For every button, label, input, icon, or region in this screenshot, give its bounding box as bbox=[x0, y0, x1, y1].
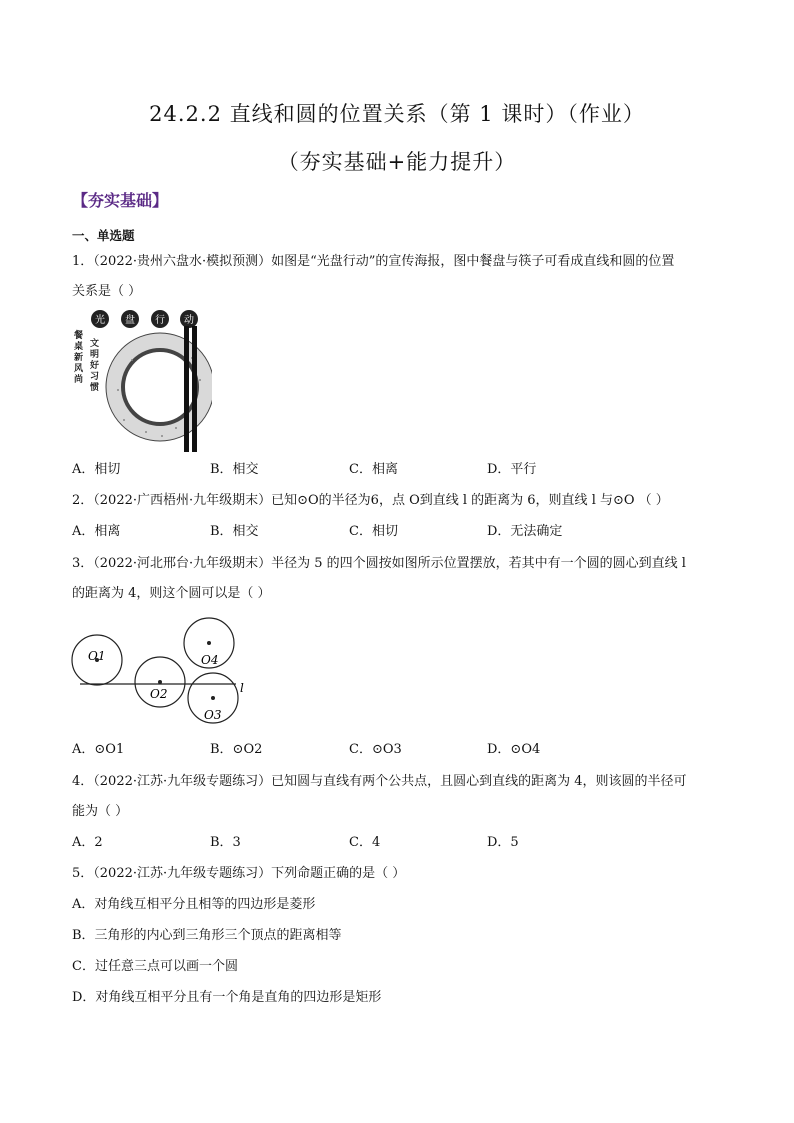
svg-text:新: 新 bbox=[74, 353, 84, 363]
svg-text:文: 文 bbox=[90, 339, 100, 349]
q3-option-a[interactable]: A．⊙O1 bbox=[72, 742, 125, 757]
label-o4: O4 bbox=[201, 653, 219, 667]
svg-text:尚: 尚 bbox=[74, 375, 84, 385]
q2-option-c[interactable]: C．相切 bbox=[349, 524, 398, 539]
q5-option-d[interactable]: D．对角线互相平分且有一个角是直角的四边形是矩形 bbox=[72, 990, 382, 1005]
q1-stem-line1: 1．（2022·贵州六盘水·模拟预测）如图是“光盘行动”的宣传海报，图中餐盘与筷子可看成直线和圆的位置 bbox=[72, 254, 675, 269]
q5-option-a[interactable]: A．对角线互相平分且相等的四边形是菱形 bbox=[72, 897, 316, 912]
q3-circles-figure bbox=[70, 616, 252, 728]
q1-option-d[interactable]: D．平行 bbox=[487, 462, 537, 477]
poster-title-chars bbox=[91, 310, 198, 328]
subsection-heading: 一、单选题 bbox=[72, 228, 135, 243]
q2-option-d[interactable]: D．无法确定 bbox=[487, 524, 563, 539]
q4-option-b[interactable]: B．3 bbox=[210, 835, 241, 850]
line-l-label: l bbox=[240, 681, 244, 695]
svg-text:习: 习 bbox=[90, 372, 100, 382]
q3-option-c[interactable]: C．⊙O3 bbox=[349, 742, 402, 757]
q1-option-b[interactable]: B．相交 bbox=[210, 462, 259, 477]
label-o1: O1 bbox=[88, 649, 106, 663]
q4-option-a[interactable]: A．2 bbox=[72, 835, 103, 850]
q5-option-c[interactable]: C．过任意三点可以画一个圆 bbox=[72, 959, 238, 974]
poster-right-slogan bbox=[89, 337, 99, 393]
q5-stem: 5．（2022·江苏·九年级专题练习）下列命题正确的是（ ） bbox=[72, 866, 406, 881]
poster-char: 动 bbox=[184, 315, 194, 326]
q4-option-d[interactable]: D．5 bbox=[487, 835, 519, 850]
q2-option-b[interactable]: B．相交 bbox=[210, 524, 259, 539]
document-title: 24.2.2 直线和圆的位置关系（第 1 课时）（作业） bbox=[149, 102, 645, 126]
poster-left-slogan bbox=[73, 329, 84, 385]
section-heading: 【夯实基础】 bbox=[72, 191, 169, 210]
q2-option-a[interactable]: A．相离 bbox=[72, 524, 121, 539]
q1-option-a[interactable]: A．相切 bbox=[72, 462, 121, 477]
q1-stem-line2: 关系是（ ） bbox=[72, 284, 142, 299]
svg-text:好: 好 bbox=[90, 361, 100, 371]
q3-stem-line1: 3．（2022·河北邢台·九年级期末）半径为 5 的四个圆按如图所示位置摆放，若其中有一个圆的圆心到直线 l bbox=[72, 556, 686, 571]
q3-option-d[interactable]: D．⊙O4 bbox=[487, 742, 541, 757]
svg-text:桌: 桌 bbox=[74, 342, 84, 352]
svg-text:风: 风 bbox=[74, 364, 84, 374]
q4-stem-line2: 能为（ ） bbox=[72, 804, 129, 819]
q3-stem-line2: 的距离为 4，则这个圆可以是（ ） bbox=[72, 586, 271, 601]
q1-option-c[interactable]: C．相离 bbox=[349, 462, 398, 477]
poster-char: 行 bbox=[155, 315, 165, 326]
q4-option-c[interactable]: C．4 bbox=[349, 835, 381, 850]
poster-char: 盘 bbox=[125, 315, 135, 326]
label-o3: O3 bbox=[204, 708, 222, 722]
document-subtitle: （夯实基础+能力提升） bbox=[277, 150, 517, 174]
q2-stem: 2．（2022·广西梧州·九年级期末）已知⊙O的半径为6，点 O到直线 l 的距离为 6，则直线 l 与⊙O （ ） bbox=[72, 493, 669, 508]
poster-char: 光 bbox=[95, 315, 105, 326]
svg-text:餐: 餐 bbox=[74, 331, 84, 341]
q5-option-b[interactable]: B．三角形的内心到三角形三个顶点的距离相等 bbox=[72, 928, 342, 943]
label-o2: O2 bbox=[150, 687, 168, 701]
svg-text:惯: 惯 bbox=[90, 383, 100, 393]
svg-text:明: 明 bbox=[90, 350, 100, 360]
q4-stem-line1: 4．（2022·江苏·九年级专题练习）已知圆与直线有两个公共点，且圆心到直线的距离为 4，则该圆的半径可 bbox=[72, 774, 687, 789]
q1-poster-figure bbox=[72, 308, 212, 452]
q3-option-b[interactable]: B．⊙O2 bbox=[210, 742, 263, 757]
